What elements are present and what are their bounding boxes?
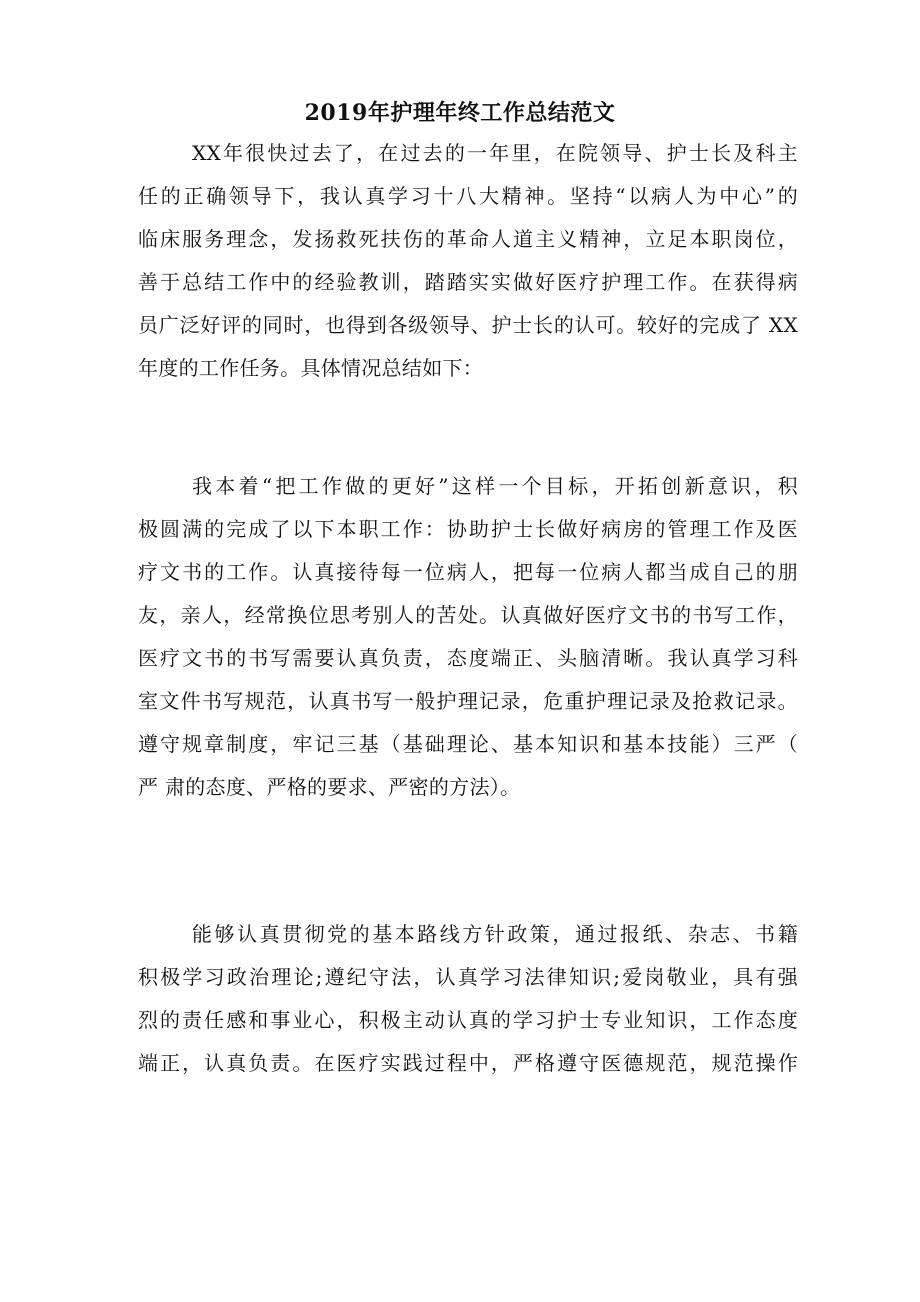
paragraph-line: 烈的责任感和事业心，积极主动认真的学习护士专业知识，工作态度 (138, 1008, 798, 1032)
paragraph-line: 年度的工作任务。具体情况总结如下： (138, 356, 484, 380)
paragraph-line: 善于总结工作中的经验教训，踏踏实实做好医疗护理工作。在获得病 (138, 270, 798, 294)
paragraph-1 (138, 132, 798, 390)
paragraph-line: 医疗文书的书写需要认真负责，态度端正、头脑清晰。我认真学习科 (138, 646, 798, 670)
paragraph-line: 极圆满的完成了以下本职工作：协助护士长做好病房的管理工作及医 (138, 517, 798, 541)
paragraph-line: 端正，认真负责。在医疗实践过程中，严格遵守医德规范，规范操作 (138, 1051, 798, 1075)
paragraph-line: 我本着“把工作做的更好”这样一个目标，开拓创新意识，积 (192, 474, 798, 498)
paragraph-line: 遵守规章制度，牢记三基（基础理论、基本知识和基本技能）三严（ (138, 732, 798, 756)
paragraph-3 (138, 913, 798, 1085)
document-title: 2019年护理年终工作总结范文 (304, 100, 616, 126)
paragraph-line: 员广泛好评的同时，也得到各级领导、护士长的认可。较好的完成了 XX (138, 313, 798, 337)
paragraph-line: 疗文书的工作。认真接待每一位病人，把每一位病人都当成自己的朋 (138, 560, 798, 584)
paragraph-line: XX年很快过去了，在过去的一年里，在院领导、护士长及科主 (192, 141, 798, 165)
paragraph-line: 任的正确领导下，我认真学习十八大精神。坚持“以病人为中心”的 (138, 184, 798, 208)
paragraph-line: 严 肃的态度、严格的要求、严密的方法）。 (138, 775, 521, 799)
paragraph-2 (138, 465, 798, 809)
paragraph-line: 临床服务理念，发扬救死扶伤的革命人道主义精神，立足本职岗位， (138, 227, 798, 251)
paragraph-line: 积极学习政治理论;遵纪守法，认真学习法律知识;爱岗敬业，具有强 (138, 965, 798, 989)
paragraph-line: 室文件书写规范，认真书写一般护理记录，危重护理记录及抢救记录。 (138, 689, 798, 713)
paragraph-line: 友，亲人，经常换位思考别人的苦处。认真做好医疗文书的书写工作， (138, 603, 798, 627)
paragraph-line: 能够认真贯彻党的基本路线方针政策，通过报纸、杂志、书籍 (192, 922, 798, 946)
